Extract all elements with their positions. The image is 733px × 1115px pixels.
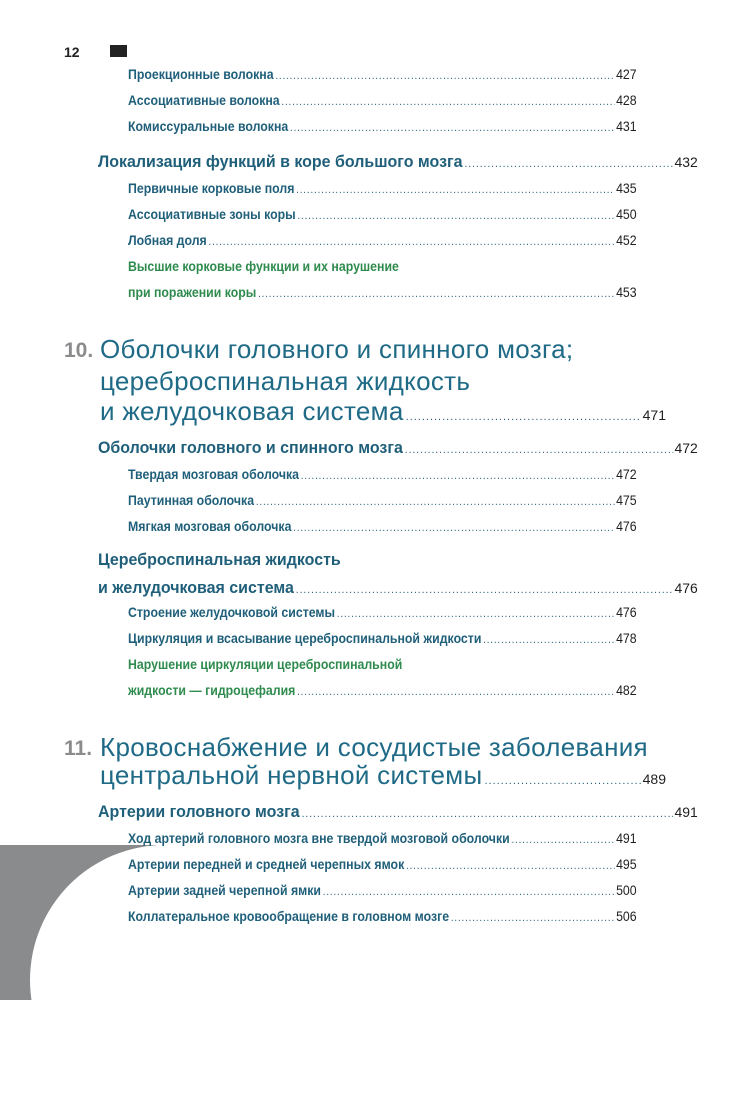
leader-dots: [256, 496, 614, 508]
toc-section-title: и желудочковая система: [98, 578, 294, 597]
toc-entry[interactable]: [128, 492, 637, 508]
toc-entry-title: Твердая мозговая оболочка: [128, 466, 300, 482]
leader-dots: [297, 686, 614, 698]
toc-entry-page: 435: [616, 180, 637, 196]
toc-entry[interactable]: [128, 682, 637, 698]
toc-entry-line: Высшие корковые функции и их нарушение: [128, 258, 399, 274]
toc-entry-page: 450: [616, 206, 637, 222]
toc-section[interactable]: [98, 438, 697, 458]
toc-entry-page: 452: [616, 232, 637, 248]
toc-entry-page: 427: [616, 66, 637, 82]
toc-entry-title: Ассоциативные зоны коры: [128, 206, 296, 222]
leader-dots: [293, 522, 614, 534]
leader-dots: [258, 288, 614, 300]
toc-entry-title: Паутинная оболочка: [128, 492, 255, 508]
toc-entry-page: 476: [616, 604, 637, 620]
toc-entry-page: 491: [674, 804, 698, 820]
toc-entry[interactable]: [128, 908, 637, 924]
leader-dots: [405, 444, 673, 456]
chapter-number: 11.: [64, 737, 93, 760]
toc-section[interactable]: [98, 802, 697, 822]
toc-entry[interactable]: [128, 856, 637, 872]
toc-entry-page: 491: [616, 830, 637, 846]
toc-entry-title: Первичные корковые поля: [128, 180, 295, 196]
toc-entry-page: 471: [642, 407, 666, 423]
toc-entry[interactable]: [128, 180, 637, 196]
toc-entry-page: 489: [642, 771, 666, 787]
leader-dots: [290, 122, 614, 134]
toc-entry-line: Нарушение циркуляции цереброспинальной: [128, 656, 403, 672]
toc-section-title: Артерии головного мозга: [98, 802, 300, 821]
leader-dots: [296, 184, 614, 196]
toc-entry-title: Циркуляция и всасывание цереброспинальной жидкости: [128, 630, 482, 646]
toc-entry[interactable]: [128, 284, 637, 300]
chapter-title: центральной нервной системы: [100, 760, 483, 790]
page-number: 12: [64, 44, 80, 60]
leader-dots: [281, 96, 614, 108]
toc-section[interactable]: [98, 152, 697, 172]
toc-section-line: Цереброспинальная жидкость: [98, 550, 341, 569]
toc-entry-page: 432: [674, 154, 698, 170]
toc-entry[interactable]: [128, 630, 637, 646]
toc-entry-page: 482: [616, 682, 637, 698]
toc-entry[interactable]: [128, 118, 637, 134]
toc-entry-page: 476: [616, 518, 637, 534]
leader-dots: [323, 886, 615, 898]
toc-entry-title: Мягкая мозговая оболочка: [128, 518, 292, 534]
toc-entry-page: 478: [616, 630, 637, 646]
toc-entry[interactable]: [128, 830, 637, 846]
leader-dots: [484, 775, 640, 787]
toc-entry-title: Комиссуральные волокна: [128, 118, 289, 134]
toc-entry-title: жидкости — гидроцефалия: [128, 682, 296, 698]
toc-chapter[interactable]: [100, 396, 666, 427]
chapter-title-line: Кровоснабжение и сосудистые заболевания: [100, 732, 648, 762]
toc-entry-page: 428: [616, 92, 637, 108]
toc-entry-page: 472: [674, 440, 698, 456]
toc-entry-page: 476: [674, 580, 698, 596]
toc-entry[interactable]: [128, 882, 637, 898]
leader-dots: [464, 158, 672, 170]
toc-entry-title: Проекционные волокна: [128, 66, 274, 82]
chapter-title: и желудочковая система: [100, 396, 404, 426]
leader-dots: [209, 236, 615, 248]
leader-dots: [406, 860, 614, 872]
toc-entry[interactable]: [128, 66, 637, 82]
toc-entry[interactable]: [128, 518, 637, 534]
toc-entry-page: 475: [616, 492, 637, 508]
toc-entry-page: 472: [616, 466, 637, 482]
toc-entry-title: Коллатеральное кровообращение в головном мозге: [128, 908, 450, 924]
chapter-title-line: цереброспинальная жидкость: [100, 366, 471, 396]
toc-entry[interactable]: [128, 466, 637, 482]
toc-entry-title: Ход артерий головного мозга вне твердой мозговой оболочки: [128, 830, 510, 846]
toc-chapter[interactable]: [100, 760, 666, 791]
toc-entry[interactable]: [128, 92, 637, 108]
chapter-number: 10.: [64, 339, 94, 362]
toc-entry[interactable]: [128, 604, 637, 620]
page-marker: [110, 45, 127, 57]
toc-entry-title: Строение желудочковой системы: [128, 604, 336, 620]
toc-entry[interactable]: [128, 206, 637, 222]
toc-entry-page: 506: [616, 908, 637, 924]
leader-dots: [406, 411, 641, 423]
toc-section-title: Локализация функций в коре большого мозга: [98, 152, 463, 171]
chapter-title-line: Оболочки головного и спинного мозга;: [100, 334, 574, 364]
toc-entry-page: 431: [616, 118, 637, 134]
toc-entry-title: при поражении коры: [128, 284, 257, 300]
toc-entry-page: 495: [616, 856, 637, 872]
leader-dots: [297, 210, 614, 222]
toc-entry-page: 453: [616, 284, 637, 300]
toc-entry-title: Артерии задней черепной ямки: [128, 882, 321, 898]
toc-section-title: Оболочки головного и спинного мозга: [98, 438, 403, 457]
leader-dots: [302, 808, 673, 820]
toc-entry-title: Лобная доля: [128, 232, 207, 248]
leader-dots: [483, 634, 614, 646]
toc-entry[interactable]: [128, 232, 637, 248]
toc-entry-title: Артерии передней и средней черепных ямок: [128, 856, 405, 872]
toc-section[interactable]: [98, 578, 697, 598]
leader-dots: [296, 584, 673, 596]
leader-dots: [275, 70, 614, 82]
toc-entry-page: 500: [616, 882, 637, 898]
leader-dots: [511, 834, 614, 846]
leader-dots: [451, 912, 615, 924]
leader-dots: [337, 608, 615, 620]
toc-entry-title: Ассоциативные волокна: [128, 92, 280, 108]
leader-dots: [301, 470, 615, 482]
